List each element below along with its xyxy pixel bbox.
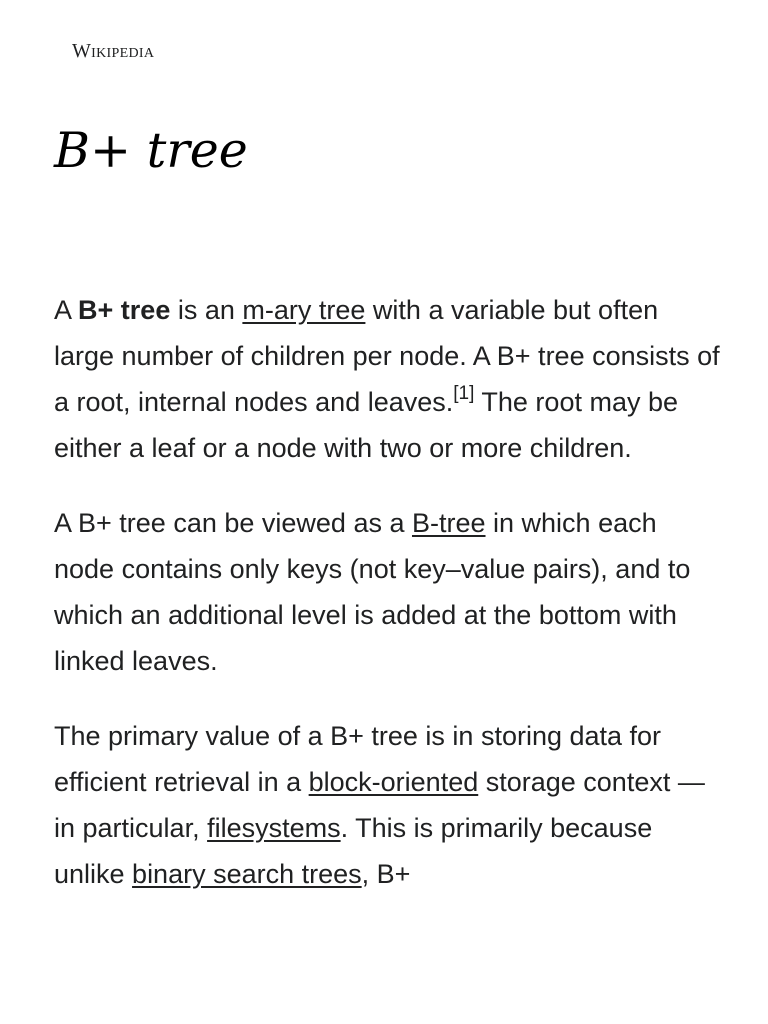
- paragraph-3: [54, 713, 724, 897]
- link-binary-search-trees[interactable]: binary search trees: [132, 859, 362, 889]
- text-run: A: [54, 295, 79, 325]
- reference-link[interactable]: [1]: [453, 383, 475, 404]
- article-body: [54, 287, 724, 926]
- link-filesystems[interactable]: filesystems: [207, 813, 341, 843]
- text-run: with a variable but often large number of children per node. A B+ tree consists of a root, internal nodes and leaves.: [54, 295, 720, 417]
- text-run: , B+: [361, 859, 411, 889]
- link-b-tree[interactable]: B-tree: [411, 508, 486, 538]
- text-run: storage context — in particular,: [54, 767, 705, 843]
- text-run: The root may be either a leaf or a node with two or more children.: [54, 387, 678, 463]
- text-run: in which each node contains only keys (not key–value pairs), and to which an additional level is added at the bottom with linked leaves.: [54, 508, 691, 676]
- bold-term: B+ tree: [78, 295, 171, 325]
- wikipedia-wordmark[interactable]: Wikipedia: [72, 40, 155, 62]
- paragraph-2: [54, 500, 724, 684]
- page-title: B+ tree: [54, 122, 248, 179]
- paragraph-1: [54, 287, 724, 471]
- text-run: is an: [170, 295, 243, 325]
- link-m-ary-tree[interactable]: m-ary tree: [242, 295, 366, 325]
- text-run: A B+ tree can be viewed as a: [54, 508, 412, 538]
- text-run: . This is primarily because unlike: [54, 813, 653, 889]
- link-block-oriented[interactable]: block-oriented: [308, 767, 479, 797]
- text-run: The primary value of a B+ tree is in storing data for efficient retrieval in a: [54, 721, 662, 797]
